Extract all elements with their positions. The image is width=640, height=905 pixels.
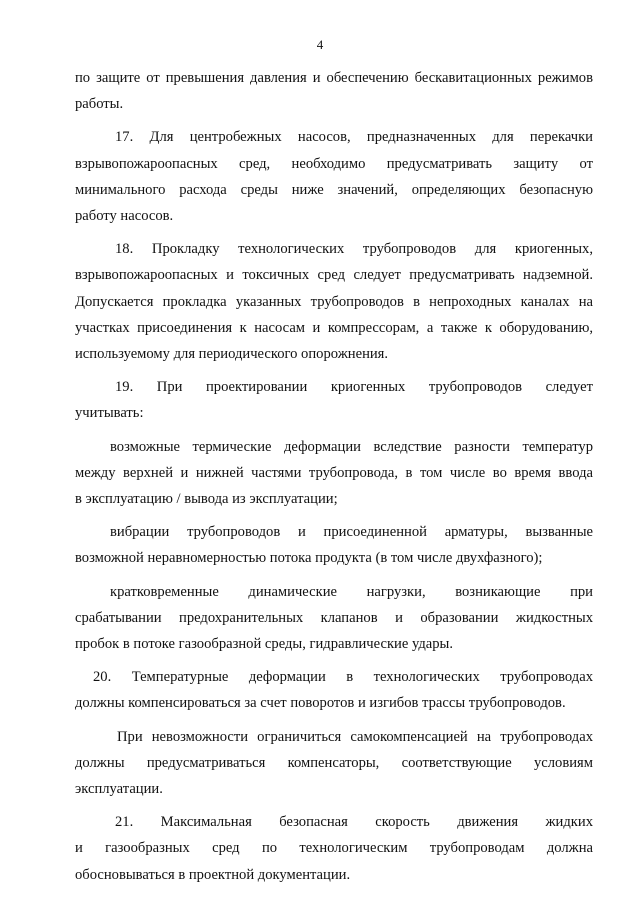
text-line: участках присоединения к насосам и компрессорам, а также к оборудованию, — [75, 319, 593, 336]
text-line: работу насосов. — [75, 208, 174, 225]
text-line: 20. Температурные деформации в технологических трубопроводах — [93, 669, 593, 686]
text-line: и газообразных сред по технологическим трубопроводам должна — [75, 840, 593, 857]
text-line: обосновываться в проектной документации. — [75, 866, 351, 883]
text-line: 18. Прокладку технологических трубопроводов для криогенных, — [115, 241, 593, 258]
text-line: При невозможности ограничиться самокомпенсацией на трубопроводах — [117, 728, 593, 745]
text-line: возможной неравномерностью потока продукта (в том числе двухфазного); — [75, 550, 543, 567]
text-line: возможные термические деформации вследствие разности температур — [110, 438, 593, 455]
text-line: 21. Максимальная безопасная скорость движения жидких — [115, 814, 593, 831]
text-line: учитывать: — [75, 405, 144, 422]
text-line: взрывопожароопасных сред, необходимо предусматривать защиту от — [75, 155, 593, 172]
text-line: 17. Для центробежных насосов, предназначенных для перекачки — [115, 129, 593, 146]
text-line: срабатывании предохранительных клапанов и образовании жидкостных — [75, 609, 593, 626]
text-line: должны компенсироваться за счет поворотов и изгибов трассы трубопроводов. — [75, 695, 566, 712]
text-line: минимального расхода среды ниже значений, определяющих безопасную — [75, 181, 593, 198]
text-line: по защите от превышения давления и обеспечению бескавитационных режимов — [75, 70, 593, 86]
text-line: вибрации трубопроводов и присоединенной арматуры, вызванные — [110, 524, 593, 541]
text-line: используемому для периодического опорожнения. — [75, 346, 389, 363]
text-line: в эксплуатацию / вывода из эксплуатации; — [75, 491, 338, 508]
text-line: кратковременные динамические нагрузки, возникающие при — [110, 583, 593, 600]
text-line: между верхней и нижней частями трубопровода, в том числе во время ввода — [75, 464, 593, 481]
text-line: эксплуатации. — [75, 781, 163, 798]
text-line: 19. При проектировании криогенных трубопроводов следует — [115, 379, 593, 396]
text-line: должны предусматриваться компенсаторы, соответствующие условиям — [75, 754, 593, 771]
text-line: Допускается прокладка указанных трубопроводов в непроходных каналах на — [75, 293, 593, 310]
document-body — [75, 65, 593, 888]
page-number: 4 — [316, 37, 324, 52]
text-line: взрывопожароопасных и токсичных сред следует предусматривать надземной. — [75, 267, 593, 284]
text-line: пробок в потоке газообразной среды, гидравлические удары. — [75, 636, 454, 653]
text-line: работы. — [75, 96, 124, 113]
